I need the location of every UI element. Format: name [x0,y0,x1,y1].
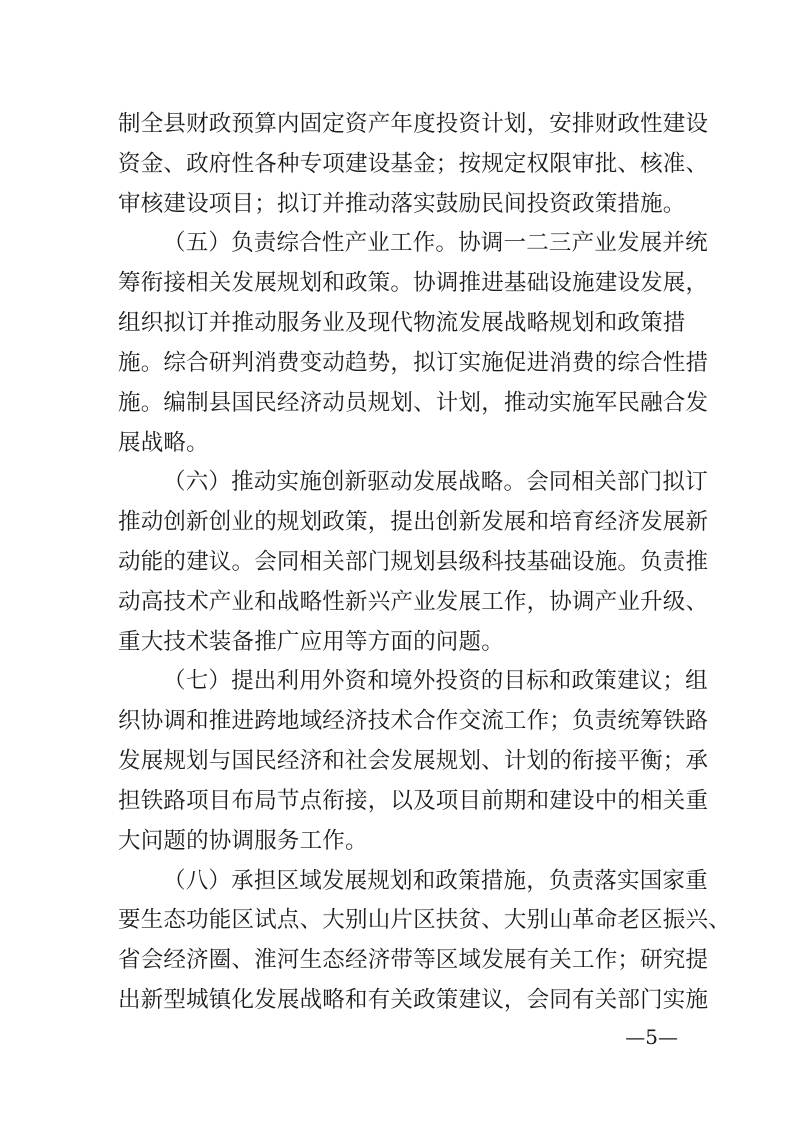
text-line: 动高技术产业和战略性新兴产业发展工作，协调产业升级、 [118,589,709,615]
text-line: 制全县财政预算内固定资产年度投资计划，安排财政性建设 [118,111,709,137]
text-line: （七）提出利用外资和境外投资的目标和政策建议；组 [163,668,708,694]
text-line: 动能的建议。会同相关部门规划县级科技基础设施。负责推 [118,549,709,575]
text-line: （八）承担区域发展规划和政策措施，负责落实国家重 [163,868,708,894]
text-line: 出新型城镇化发展战略和有关政策建议，会同有关部门实施 [118,987,709,1013]
text-line: 施。编制县国民经济动员规划、计划，推动实施军民融合发 [118,390,709,416]
text-line: 大问题的协调服务工作。 [118,828,368,854]
page-number: —5— [625,1025,678,1049]
text-line: （六）推动实施创新驱动发展战略。会同相关部门拟订 [163,469,708,495]
text-line: 审核建设项目；拟订并推动落实鼓励民间投资政策措施。 [118,191,686,217]
text-line: 施。综合研判消费变动趋势，拟订实施促进消费的综合性措 [118,350,709,376]
text-line: 推动创新创业的规划政策，提出创新发展和培育经济发展新 [118,509,709,535]
text-line: 要生态功能区试点、大别山片区扶贫、大别山革命老区振兴、 [118,907,731,933]
text-line: 织协调和推进跨地域经济技术合作交流工作；负责统筹铁路 [118,708,709,734]
text-line: 重大技术装备推广应用等方面的问题。 [118,629,504,655]
text-line: 担铁路项目布局节点衔接，以及项目前期和建设中的相关重 [118,788,709,814]
text-line: 组织拟订并推动服务业及现代物流发展战略规划和政策措 [118,310,686,336]
text-line: 展战略。 [118,430,209,456]
text-line: 发展规划与国民经济和社会发展规划、计划的衔接平衡；承 [118,748,709,774]
text-line: （五）负责综合性产业工作。协调一二三产业发展并统 [163,230,708,256]
text-line: 筹衔接相关发展规划和政策。协调推进基础设施建设发展， [118,270,709,296]
text-line: 省会经济圈、淮河生态经济带等区域发展有关工作；研究提 [118,947,709,973]
text-line: 资金、政府性各种专项建设基金；按规定权限审批、核准、 [118,151,709,177]
